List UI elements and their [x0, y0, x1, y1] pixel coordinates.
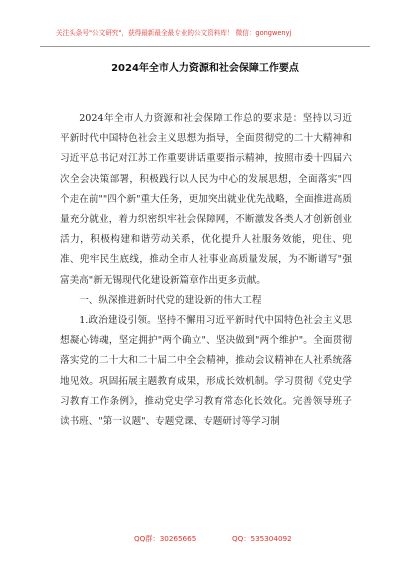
document-body	[60, 109, 352, 432]
section-heading: 一、纵深推进新时代党的建设新的伟大工程	[79, 294, 262, 306]
header-divider	[40, 46, 370, 47]
footer-contact	[40, 532, 370, 546]
footer-qq-number: QQ：535304092	[232, 534, 292, 543]
intro-paragraph: 2024年全市人力资源和社会保障工作总的要求是：坚持以习近平新时代中国特色社会主义思想为指导，全面贯彻党的二十大精神和习近平总书记对江苏工作重要讲话重要指示精神，按照市委十四届六次全会决策部署，积极践行以人民为中心的发展思想，全面落实"四个走在前""四个新"重大任务，更加突出就业优先战略，全面推进高质量充分就业，着力织密织牢社会保障网，不断激发各类人才创新创业活力，积极构建和谐劳动关系，优化提升人社服务效能，兜住、兜准、兜牢民生底线，推动全市人社事业高质量发展，为不断谱写"强富美高"新无锡现代化建设新篇章作出更多贡献。	[60, 113, 352, 286]
header-promo-text: 关注头条号"公文研究"，获得最新最全最专业的公文资料库！ 微信：gongwenyj	[56, 29, 292, 37]
footer-qq-group: QQ群：30265665	[134, 534, 197, 543]
document-title: 2024年全市人力资源和社会保障工作要点	[111, 63, 299, 74]
section-paragraph: 1.政治建设引领。坚持不懈用习近平新时代中国特色社会主义思想凝心铸魂，坚定拥护"两个确立"、坚决做到"两个维护"。全面贯彻落实党的二十大和二十届二中全会精神，推动会议精神在人社系统落地见效。巩固拓展主题教育成果，形成长效机制。学习贯彻《党史学习教育工作条例》，推动党史学习教育常态化长效化。完善领导班子读书班、"第一议题"、专题党课、专题研讨等学习制	[60, 315, 352, 428]
